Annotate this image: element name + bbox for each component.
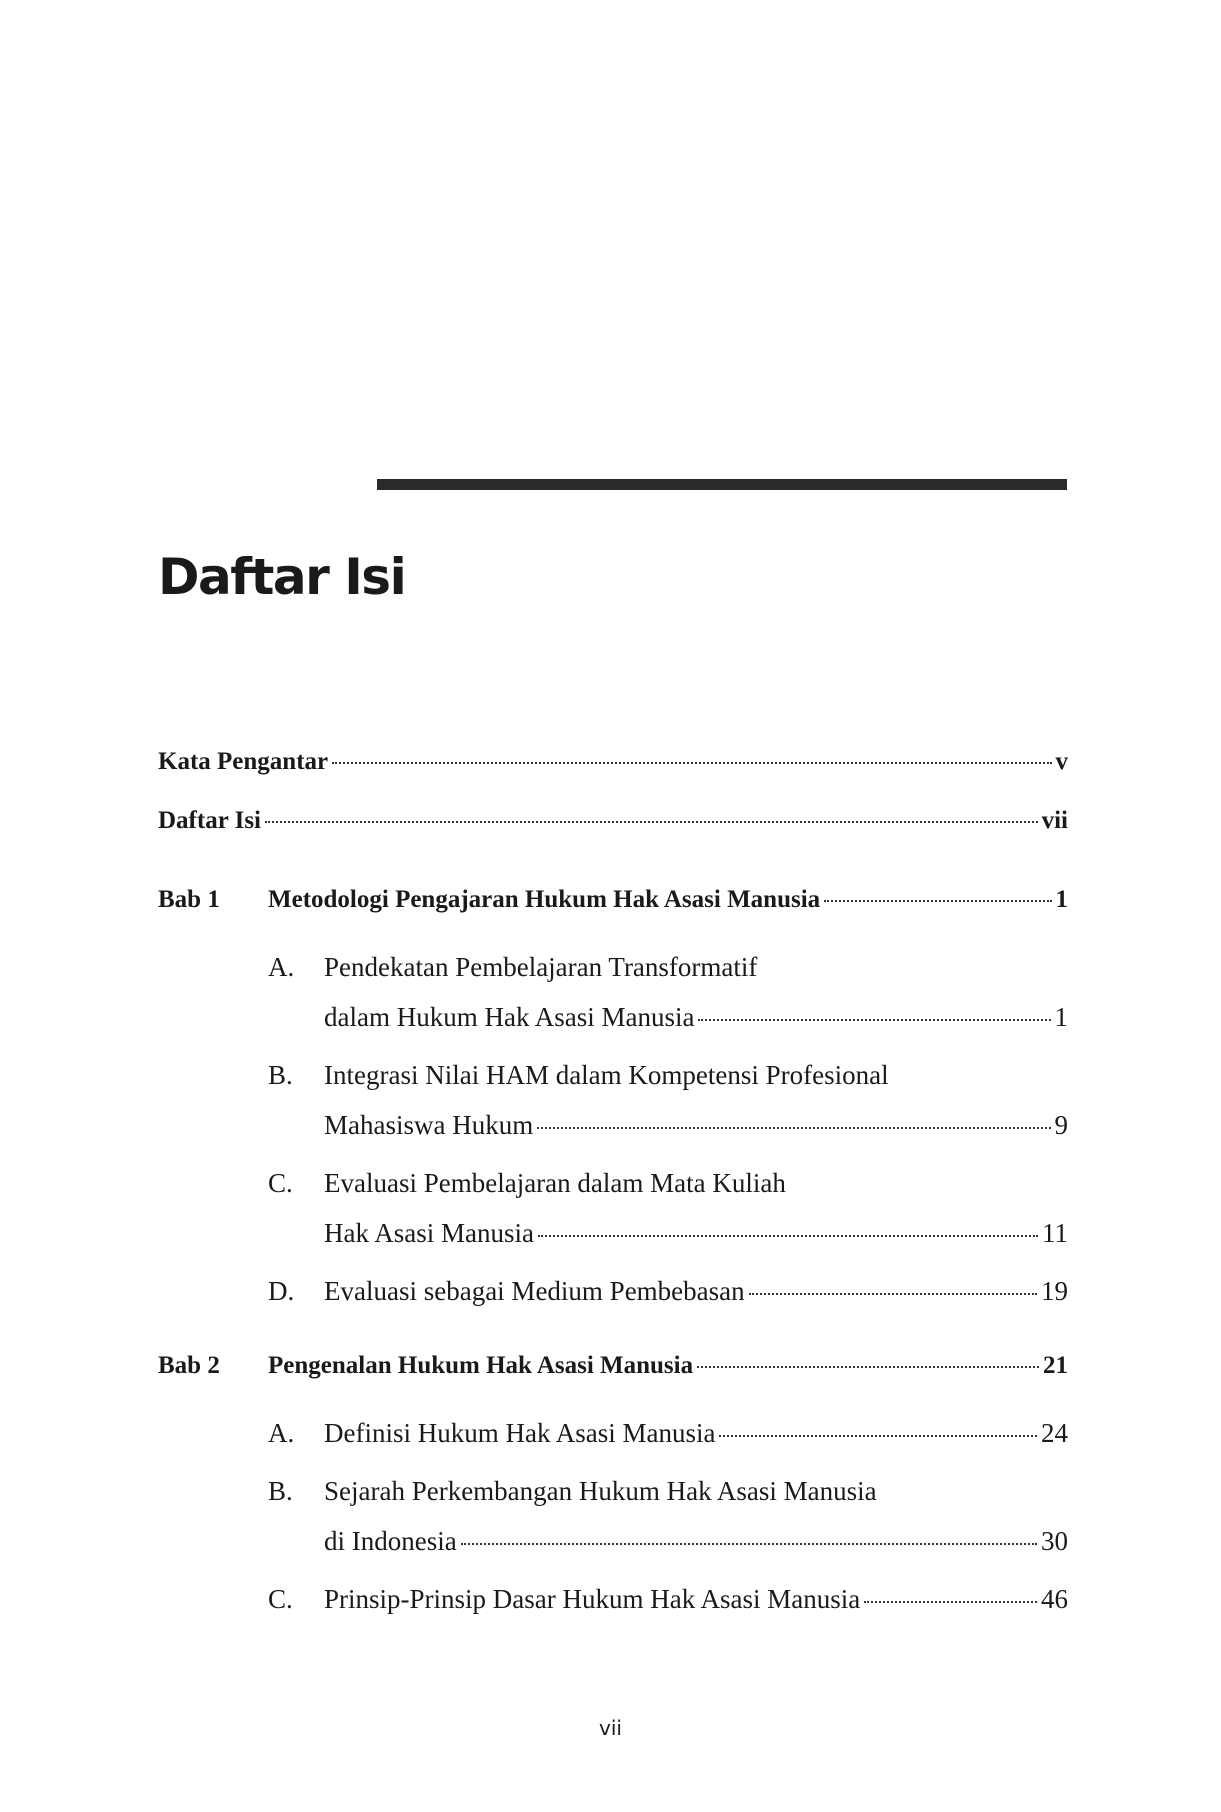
section-title-line: Sejarah Perkembangan Hukum Hak Asasi Manusia bbox=[324, 1476, 877, 1506]
toc-section-2a[interactable] bbox=[268, 1408, 1068, 1458]
page-title: Daftar Isi bbox=[158, 548, 406, 606]
chapter-page: 21 bbox=[1043, 1352, 1068, 1379]
toc-section-2c[interactable] bbox=[268, 1574, 1068, 1624]
toc-section-1a[interactable] bbox=[268, 942, 1068, 1042]
chapter-title: Metodologi Pengajaran Hukum Hak Asasi Manusia bbox=[268, 886, 821, 913]
chapter-number: Bab 1 bbox=[158, 886, 220, 913]
table-of-contents bbox=[158, 748, 1068, 1632]
section-title-line: Integrasi Nilai HAM dalam Kompetensi Profesional bbox=[324, 1060, 889, 1090]
dot-leader bbox=[697, 1366, 1039, 1368]
page-number: vii bbox=[599, 1716, 622, 1740]
section-letter: B. bbox=[268, 1476, 293, 1506]
section-title-line: Prinsip-Prinsip Dasar Hukum Hak Asasi Manusia bbox=[324, 1584, 861, 1614]
dot-leader bbox=[537, 1127, 1050, 1129]
toc-entry-label: Kata Pengantar bbox=[158, 748, 329, 775]
toc-chapter-1[interactable] bbox=[158, 886, 1068, 926]
chapter-title: Pengenalan Hukum Hak Asasi Manusia bbox=[268, 1352, 694, 1379]
section-letter: B. bbox=[268, 1060, 293, 1090]
toc-entry-page: v bbox=[1055, 748, 1068, 775]
section-title-line: Evaluasi sebagai Medium Pembebasan bbox=[324, 1276, 745, 1306]
section-letter: A. bbox=[268, 952, 295, 982]
section-letter: A. bbox=[268, 1418, 295, 1448]
dot-leader bbox=[698, 1019, 1050, 1021]
section-page: 30 bbox=[1041, 1526, 1068, 1556]
section-title-line: di Indonesia bbox=[324, 1526, 457, 1556]
section-title-line: Mahasiswa Hukum bbox=[324, 1110, 534, 1140]
toc-section-1d[interactable] bbox=[268, 1266, 1068, 1316]
section-letter: D. bbox=[268, 1276, 295, 1306]
section-title-line: dalam Hukum Hak Asasi Manusia bbox=[324, 1002, 695, 1032]
dot-leader bbox=[719, 1435, 1037, 1437]
section-title-line: Evaluasi Pembelajaran dalam Mata Kuliah bbox=[324, 1168, 786, 1198]
section-page: 11 bbox=[1042, 1218, 1068, 1248]
dot-leader bbox=[461, 1543, 1037, 1545]
dot-leader bbox=[824, 900, 1051, 902]
section-title-line: Pendekatan Pembelajaran Transformatif bbox=[324, 952, 758, 982]
section-page: 1 bbox=[1054, 1002, 1068, 1032]
toc-section-1c[interactable] bbox=[268, 1158, 1068, 1258]
dot-leader bbox=[332, 762, 1051, 764]
dot-leader bbox=[538, 1235, 1038, 1237]
toc-entry-label: Daftar Isi bbox=[158, 807, 262, 834]
section-page: 24 bbox=[1041, 1418, 1068, 1448]
toc-chapter-2[interactable] bbox=[158, 1352, 1068, 1392]
toc-entry-kata-pengantar[interactable] bbox=[158, 748, 1068, 788]
toc-section-2b[interactable] bbox=[268, 1466, 1068, 1566]
toc-section-1b[interactable] bbox=[268, 1050, 1068, 1150]
section-title-line: Definisi Hukum Hak Asasi Manusia bbox=[324, 1418, 716, 1448]
section-letter: C. bbox=[268, 1584, 293, 1614]
section-page: 19 bbox=[1041, 1276, 1068, 1306]
dot-leader bbox=[265, 821, 1038, 823]
title-rule bbox=[377, 479, 1067, 490]
toc-entry-daftar-isi[interactable] bbox=[158, 807, 1068, 847]
toc-entry-page: vii bbox=[1041, 807, 1068, 834]
chapter-number: Bab 2 bbox=[158, 1352, 220, 1379]
chapter-page: 1 bbox=[1055, 886, 1068, 913]
section-page: 9 bbox=[1054, 1110, 1068, 1140]
section-title-line: Hak Asasi Manusia bbox=[324, 1218, 534, 1248]
dot-leader bbox=[749, 1293, 1037, 1295]
section-letter: C. bbox=[268, 1168, 293, 1198]
section-page: 46 bbox=[1041, 1584, 1068, 1614]
dot-leader bbox=[864, 1601, 1037, 1603]
